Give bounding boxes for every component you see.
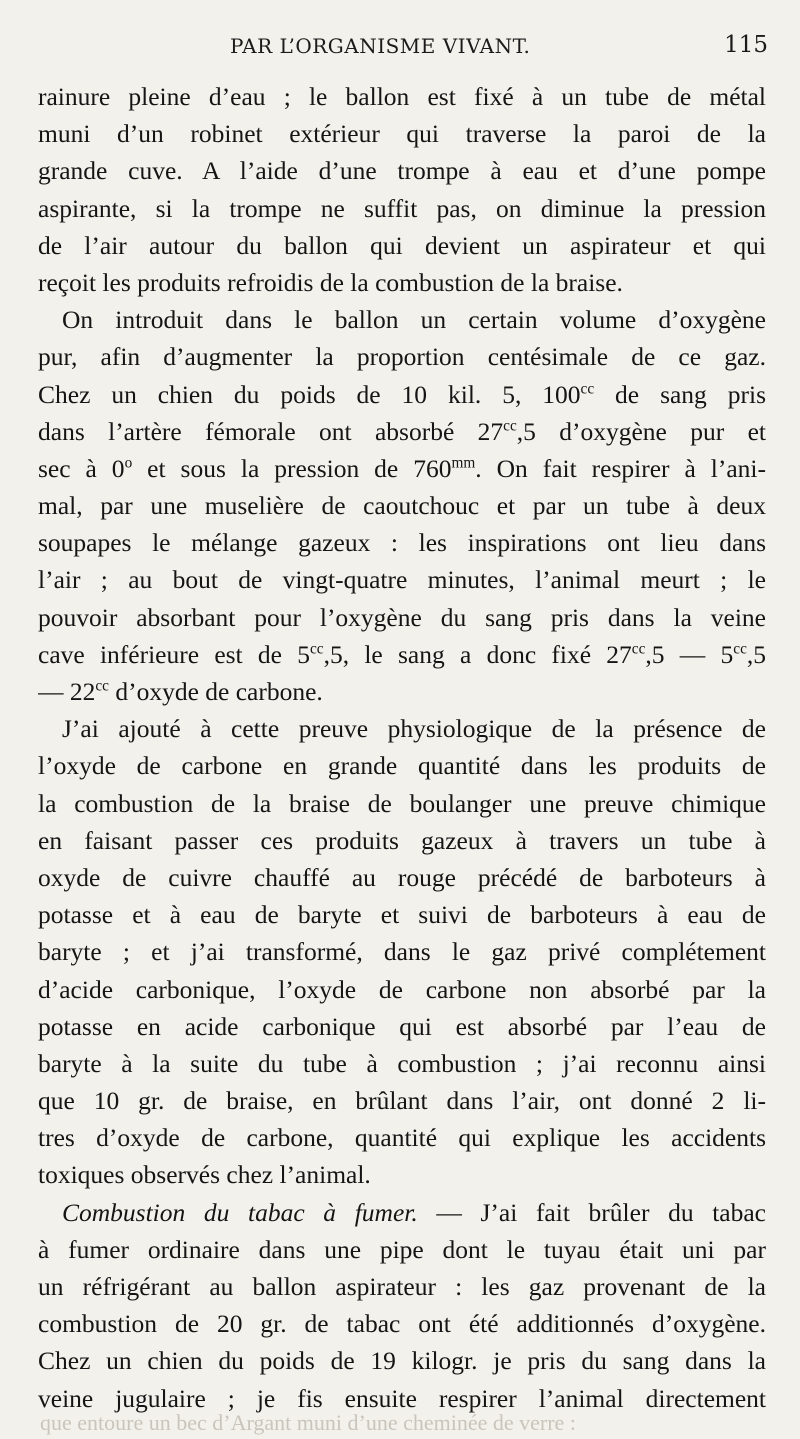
text-line: mal, par une muselière de caoutchouc et par un tube à deux bbox=[38, 491, 766, 521]
text-line: en faisant passer ces produits gazeux à travers un tube à bbox=[38, 825, 766, 855]
text-line: soupapes le mélange gazeux : les inspirations ont lieu dans bbox=[38, 528, 766, 558]
text-line bbox=[38, 450, 766, 487]
text-line bbox=[38, 636, 766, 673]
text-line: veine jugulaire ; je fis ensuite respirer l’animal directement bbox=[38, 1383, 766, 1413]
text-fragment: et sous la pression de 760 bbox=[132, 453, 452, 483]
text-fragment: d’oxyde de carbone. bbox=[108, 677, 323, 706]
text-line: l’air ; au bout de vingt-quatre minutes, l’animal meurt ; le bbox=[38, 565, 766, 595]
text-line bbox=[38, 376, 766, 413]
text-line: toxiques observés chez l’animal. bbox=[38, 1160, 371, 1190]
text-line bbox=[38, 1194, 766, 1231]
text-fragment: Chez un chien du poids de 10 kil. 5, 100 bbox=[38, 379, 581, 409]
text-fragment: — 22 bbox=[38, 677, 96, 706]
text-line: l’oxyde de carbone en grande quantité dans les produits de bbox=[38, 751, 766, 781]
superscript: cc bbox=[631, 640, 646, 658]
superscript: cc bbox=[580, 380, 595, 397]
page-header bbox=[38, 30, 768, 70]
text-fragment: ,5 bbox=[746, 639, 766, 669]
text-line: oxyde de cuivre chauffé au rouge précédé de barboteurs à bbox=[38, 862, 766, 892]
text-line: On introduit dans le ballon un certain volume d’oxygène bbox=[62, 305, 766, 335]
superscript: cc bbox=[503, 417, 517, 435]
text-line: Chez un chien du poids de 19 kilogr. je pris du sang dans la bbox=[38, 1346, 766, 1376]
body-text bbox=[38, 78, 766, 1417]
text-line: baryte à la suite du tube à combustion ; j’ai reconnu ainsi bbox=[38, 1048, 766, 1078]
text-fragment: dans l’artère fémorale ont absorbé 27 bbox=[38, 416, 504, 446]
text-line: baryte ; et j’ai transformé, dans le gaz privé complétement bbox=[38, 937, 766, 967]
text-fragment: . On fait respirer à l’ani- bbox=[475, 453, 766, 483]
text-line: tres d’oxyde de carbone, quantité qui explique les accidents bbox=[38, 1123, 766, 1153]
text-line: un réfrigérant au ballon aspirateur : les gaz provenant de la bbox=[38, 1272, 766, 1301]
text-line: grande cuve. A l’aide d’une trompe à eau et d’une pompe bbox=[38, 156, 766, 186]
section-heading: Combustion du tabac à fumer. bbox=[62, 1197, 418, 1227]
text-line bbox=[38, 413, 766, 450]
running-title: PAR L’ORGANISME VIVANT. bbox=[230, 34, 531, 58]
text-fragment: cave inférieure est de 5 bbox=[38, 639, 310, 669]
text-line: de l’air autour du ballon qui devient un aspirateur et qui bbox=[38, 230, 766, 260]
text-line: que 10 gr. de braise, en brûlant dans l’air, ont donné 2 li- bbox=[38, 1086, 766, 1116]
text-line: d’acide carbonique, l’oxyde de carbone non absorbé par la bbox=[38, 974, 766, 1004]
text-line: J’ai ajouté à cette preuve physiologique de la présence de bbox=[62, 714, 766, 744]
text-line: rainure pleine d’eau ; le ballon est fixé à un tube de métal bbox=[38, 82, 766, 111]
text-line: muni d’un robinet extérieur qui traverse la paroi de la bbox=[38, 119, 766, 149]
text-line: à fumer ordinaire dans une pipe dont le tuyau était uni par bbox=[38, 1234, 766, 1264]
text-line: potasse et à eau de baryte et suivi de barboteurs à eau de bbox=[38, 900, 766, 930]
text-line: pur, afin d’augmenter la proportion centésimale de ce gaz. bbox=[38, 342, 766, 372]
superscript: cc bbox=[309, 640, 324, 658]
text-fragment: ,5 d’oxygène pur et bbox=[516, 416, 766, 446]
text-line: aspirante, si la trompe ne suffit pas, on diminue la pression bbox=[38, 193, 766, 223]
superscript: cc bbox=[733, 640, 747, 658]
text-fragment: de sang pris bbox=[594, 379, 766, 409]
text-fragment: — J’ai fait brûler du tabac bbox=[417, 1197, 766, 1227]
text-line: potasse en acide carbonique qui est absorbé par l’eau de bbox=[38, 1011, 766, 1041]
superscript: o bbox=[124, 454, 133, 472]
text-line: pouvoir absorbant pour l’oxygène du sang pris dans la veine bbox=[38, 602, 766, 632]
superscript: mm bbox=[451, 454, 476, 472]
superscript: cc bbox=[95, 677, 109, 695]
text-fragment: sec à 0 bbox=[38, 453, 125, 483]
page-number: 115 bbox=[724, 32, 768, 58]
text-fragment: ,5, le sang a donc fixé 27 bbox=[323, 639, 632, 669]
bleed-through-text: que entoure un bec d’Argant muni d’une cheminée de verre : bbox=[40, 1410, 576, 1435]
text-line: reçoit les produits refroidis de la combustion de la braise. bbox=[38, 267, 623, 297]
text-line bbox=[38, 673, 766, 710]
text-fragment: ,5 — 5 bbox=[645, 639, 734, 669]
text-line: la combustion de la braise de boulanger une preuve chimique bbox=[38, 788, 766, 818]
text-line: combustion de 20 gr. de tabac ont été additionnés d’oxygène. bbox=[38, 1309, 766, 1339]
